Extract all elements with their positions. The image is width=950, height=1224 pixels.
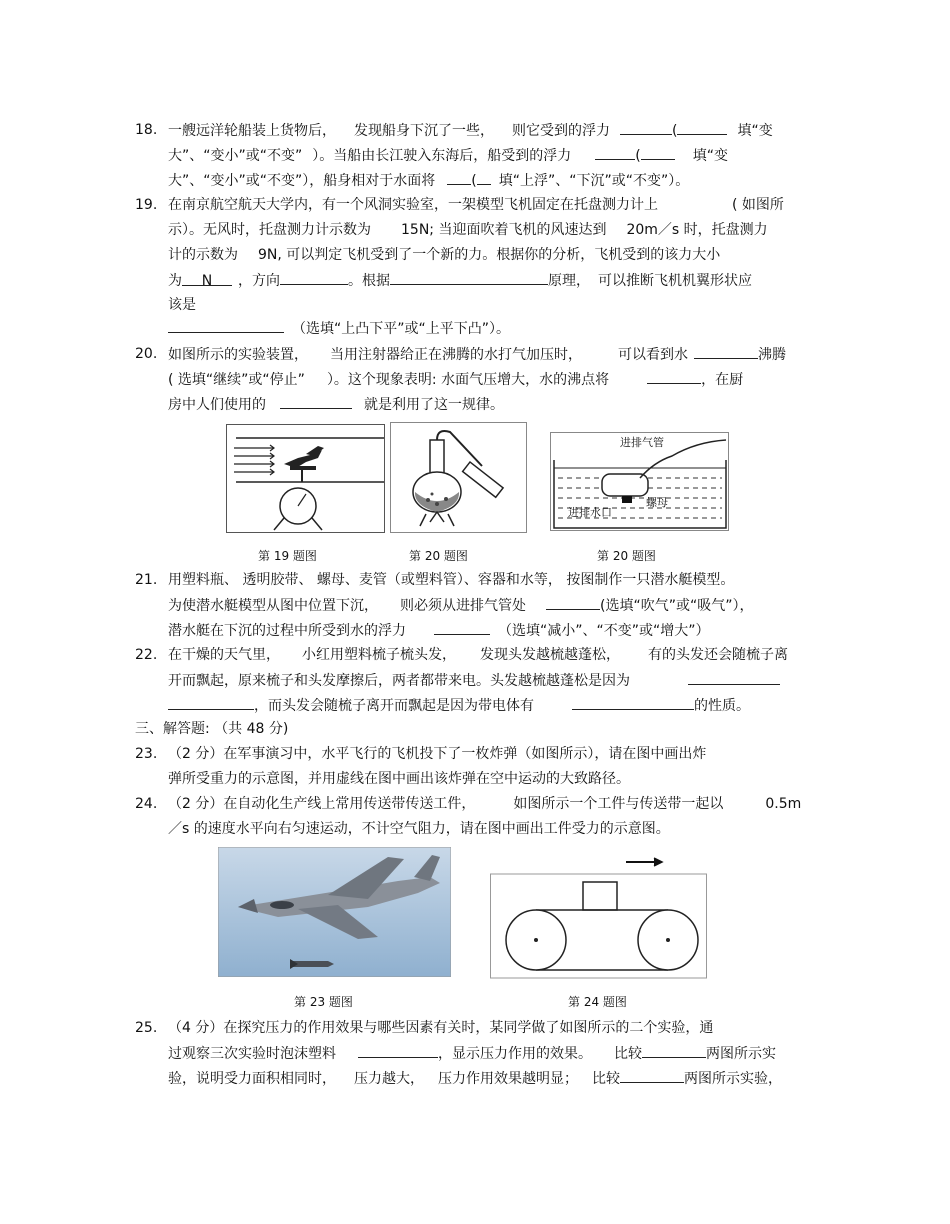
answer-blank[interactable]	[572, 695, 694, 710]
question-number: 18.	[135, 122, 158, 138]
question-25-line-3: 验，说明受力面积相同时， 压力越大， 压力作用效果越明显； 比较 两图所示实验，	[168, 1068, 782, 1089]
answer-blank[interactable]	[280, 394, 352, 409]
question-number: 20.	[135, 346, 158, 362]
figure-caption: 第 24 题图	[568, 995, 627, 1009]
answer-blank[interactable]	[641, 145, 675, 160]
figure-caption: 第 20 题图	[597, 549, 656, 563]
answer-blank[interactable]	[642, 1043, 706, 1058]
question-19-line-5: 该是	[168, 297, 196, 313]
answer-blank[interactable]	[694, 344, 758, 359]
question-21-line-3: 潜水艇在下沉的过程中所受到水的浮力 （选填“减小”、“不变”或“增大”）	[168, 620, 710, 641]
question-number: 24.	[135, 796, 158, 812]
question-19-line-6: （选填“上凸下平”或“上平下凸”）。	[168, 318, 510, 339]
answer-blank[interactable]	[358, 1043, 438, 1058]
question-23-line-2: 弹所受重力的示意图，并用虚线在图中画出该炸弹在空中运动的大致路径。	[168, 771, 630, 787]
answer-blank[interactable]	[434, 620, 490, 635]
pipe-label: 进排气管	[620, 436, 664, 449]
answer-blank[interactable]	[168, 695, 254, 710]
question-22-line-2: 开而飘起，原来梳子和头发摩擦后，两者都带来电。头发越梳越蓬松是因为	[168, 670, 780, 691]
answer-blank[interactable]	[280, 270, 348, 285]
question-18-line-3: 大”、“变小”或“不变”），船身相对于水面将 ( 填“上浮”、“下沉”或“不变”）。	[168, 170, 689, 191]
answer-blank[interactable]	[477, 170, 491, 185]
question-24-line-2: ／s 的速度水平向右匀速运动，不计空气阻力，请在图中画出工件受力的示意图。	[168, 821, 670, 837]
answer-blank[interactable]	[390, 270, 548, 285]
question-19-line-2: 示）。无风时，托盘测力计示数为 15N; 当迎面吹着飞机的风速达到 20m／s 时，托盘测力	[168, 222, 768, 238]
answer-blank[interactable]	[677, 120, 727, 135]
question-20-line-2: ( 选填“继续”或“停止” ）。这个现象表明: 水面气压增大，水的沸点将 ，在厨	[168, 369, 743, 390]
answer-blank[interactable]	[647, 369, 701, 384]
figure-caption: 第 19 题图	[258, 549, 317, 563]
answer-blank[interactable]	[595, 145, 635, 160]
figure-caption: 第 20 题图	[409, 549, 468, 563]
question-number: 22.	[135, 647, 158, 663]
figure-caption: 第 23 题图	[294, 995, 353, 1009]
question-20-line-3: 房中人们使用的 就是利用了这一规律。	[168, 394, 504, 415]
question-23-line-1: （2 分）在军事演习中，水平飞行的飞机投下了一枚炸弹（如图所示），请在图中画出炸	[168, 746, 707, 762]
submarine-model-figure	[550, 432, 730, 532]
answer-blank[interactable]	[688, 670, 780, 685]
question-25-line-2: 过观察三次实验时泡沫塑料 ，显示压力作用的效果。 比较 两图所示实	[168, 1043, 776, 1064]
boiling-flask-figure	[390, 422, 528, 534]
conveyor-belt-figure	[490, 852, 708, 980]
question-25-line-1: （4 分）在探究压力的作用效果与哪些因素有关时，某同学做了如图所示的二个实验，通	[168, 1020, 714, 1036]
question-18-line-2: 大”、“变小”或“不变” ）。当船由长江驶入东海后，船受到的浮力 ( 填“变	[168, 145, 728, 166]
question-19-line-3: 计的示数为 9N, 可以判定飞机受到了一个新的力。根据你的分析，飞机受到的该力大小	[168, 247, 721, 263]
question-20-line-1: 如图所示的实验装置， 当用注射器给正在沸腾的水打气加压时， 可以看到水 沸腾	[168, 344, 786, 365]
wind-tunnel-figure	[226, 424, 386, 534]
answer-blank[interactable]: N	[182, 271, 232, 286]
question-21-line-1: 用塑料瓶、 透明胶带、 螺母、麦管（或塑料管）、容器和水等， 按图制作一只潜水艇模型。	[168, 572, 735, 588]
nut-label: 螺母	[646, 496, 668, 509]
question-22-line-1: 在干燥的天气里， 小红用塑料梳子梳头发， 发现头发越梳越蓬松， 有的头发还会随梳子离	[168, 647, 788, 663]
answer-blank[interactable]	[168, 318, 284, 333]
question-18-line-1: 一艘远洋轮船装上货物后， 发现船身下沉了一些， 则它受到的浮力 ( 填“变	[168, 120, 773, 141]
answer-blank[interactable]	[447, 170, 471, 185]
answer-blank[interactable]	[620, 120, 672, 135]
question-19-line-1: 在南京航空航天大学内，有一个风洞实验室，一架模型飞机固定在托盘测力计上 ( 如图所	[168, 197, 784, 213]
answer-blank[interactable]	[546, 595, 600, 610]
question-number: 23.	[135, 746, 158, 762]
question-21-line-2: 为使潜水艇模型从图中位置下沉， 则必须从进排气管处 (选填“吹气”或“吸气”），	[168, 595, 753, 616]
question-24-line-1: （2 分）在自动化生产线上常用传送带传送工件， 如图所示一个工件与传送带一起以 0.5m	[168, 796, 802, 812]
inlet-label: 进排水口	[568, 506, 612, 519]
section-heading: 三、解答题: （共 48 分)	[135, 721, 289, 737]
jet-bomb-photo	[218, 847, 451, 977]
answer-blank[interactable]	[620, 1068, 684, 1083]
question-number: 25.	[135, 1020, 158, 1036]
question-number: 19.	[135, 197, 158, 213]
question-22-line-3: ，而头发会随梳子离开而飘起是因为带电体有 的性质。	[168, 695, 750, 716]
question-number: 21.	[135, 572, 158, 588]
question-19-line-4: 为 N ，方向 。根据 原理， 可以推断飞机机翼形状应	[168, 270, 752, 291]
